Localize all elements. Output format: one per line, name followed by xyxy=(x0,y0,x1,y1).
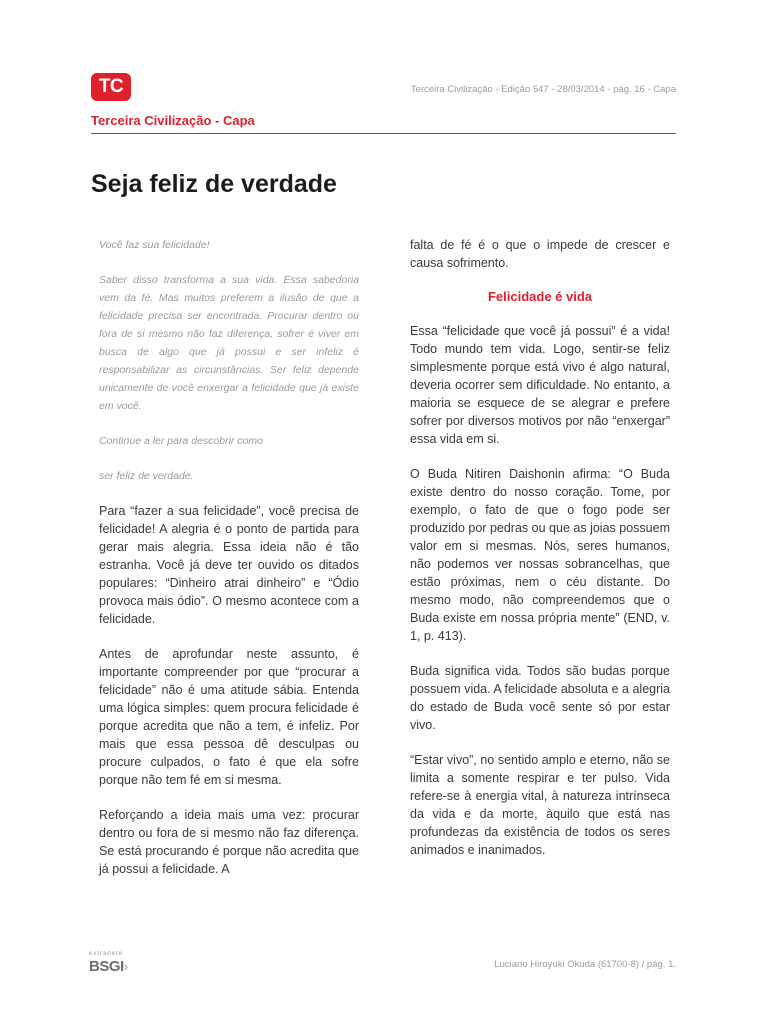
body-paragraph: Buda significa vida. Todos são budas porque possuem vida. A felicidade absoluta e a alegria do estado de Buda você sente só por estar vivo. xyxy=(410,664,670,732)
bsgi-logo-main: BSGI xyxy=(89,958,124,975)
body-paragraph: Essa “felicidade que você já possui” é a vida! Todo mundo tem vida. Logo, sentir-se feliz simplesmente porque está vivo é algo natural, deveria ocorrer sem dificuldade. No entanto, a maioria se esquece de se alegrar e prefere sofrer por diversos motivos por não “enxergar” essa vida em si. xyxy=(410,324,670,446)
section-title: Terceira Civilização - Capa xyxy=(91,113,255,128)
intro-paragraph: Saber disso transforma a sua vida. Essa sabedoria vem da fé. Mas muitos preferem a ilusão de que a felicidade precisa ser encontrada. Procurar dentro ou fora de si mesmo não faz diferença, sofrer é viver em busca de algo que já possui e ser infeliz é responsabilizar as circunstâncias. Ser feliz depende unicamente de você enxergar a felicidade que já existe em você. xyxy=(99,274,359,412)
header-divider xyxy=(91,133,676,134)
article-intro xyxy=(99,236,359,485)
body-paragraph: O Buda Nitiren Daishonin afirma: “O Buda existe dentro do nosso coração. Tome, por exemplo, o fato de que o fogo pode ser produzido por pedras ou que as joias possuem valor em si mesmas. Nós, seres humanos, não podemos ver nossas sobrancelhas, que estão próximas, nem o céu distante. Do mesmo modo, não compreendemos que o Buda existe em nossa própria mente” (END, v. 1, p. 413). xyxy=(410,467,670,643)
article-title: Seja feliz de verdade xyxy=(91,170,337,198)
edition-meta: Terceira Civilização - Edição 547 - 28/03/2014 - pág. 16 - Capa xyxy=(410,84,676,95)
right-column xyxy=(410,236,670,876)
left-column xyxy=(99,236,359,895)
tc-logo: TC xyxy=(91,73,131,101)
chevron-right-icon: › xyxy=(123,959,129,974)
footer-credit: Luciano Hiroyuki Okuda (61700-8) / pág. 1. xyxy=(494,959,676,970)
intro-paragraph: Você faz sua felicidade! xyxy=(99,239,210,251)
bsgi-logo xyxy=(89,951,139,975)
subheading: Felicidade é vida xyxy=(487,289,593,304)
body-paragraph: Antes de aprofundar neste assunto, é importante compreender por que “procurar a felicidade” não é uma atitude sábia. Entenda uma lógica simples: quem procura felicidade é porque acredita que não a tem, é infeliz. Por mais que essa pessoa dê desculpas ou procure culpados, o fato é que ela sofre porque não tem fé em si mesma. xyxy=(99,647,359,787)
body-paragraph: Para “fazer a sua felicidade”, você precisa de felicidade! A alegria é o ponto de partida para gerar mais alegria. Essa ideia não é tão estranha. Você já deve ter ouvido os ditados populares: “Dinheiro atrai dinheiro” e “Ódio provoca mais ódio”. O mesmo acontece com a felicidade. xyxy=(99,504,359,626)
bsgi-logo-top: extranete xyxy=(89,951,124,957)
intro-paragraph: ser feliz de verdade. xyxy=(99,470,194,482)
body-paragraph: Reforçando a ideia mais uma vez: procurar dentro ou fora de si mesmo não faz diferença. Se está procurando é porque não acredita que já possui a felicidade. A xyxy=(99,808,359,876)
body-paragraph: falta de fé é o que o impede de crescer e causa sofrimento. xyxy=(410,238,670,270)
intro-paragraph: Continue a ler para descobrir como xyxy=(99,435,264,447)
body-paragraph: “Estar vivo”, no sentido amplo e eterno, não se limita a somente respirar e ter pulso. Vida refere-se à energia vital, à natureza intrínseca da vida e da morte, àquilo que está nas profundezas da existência de todos os seres animados e inanimados. xyxy=(410,753,670,857)
left-body xyxy=(99,502,359,878)
